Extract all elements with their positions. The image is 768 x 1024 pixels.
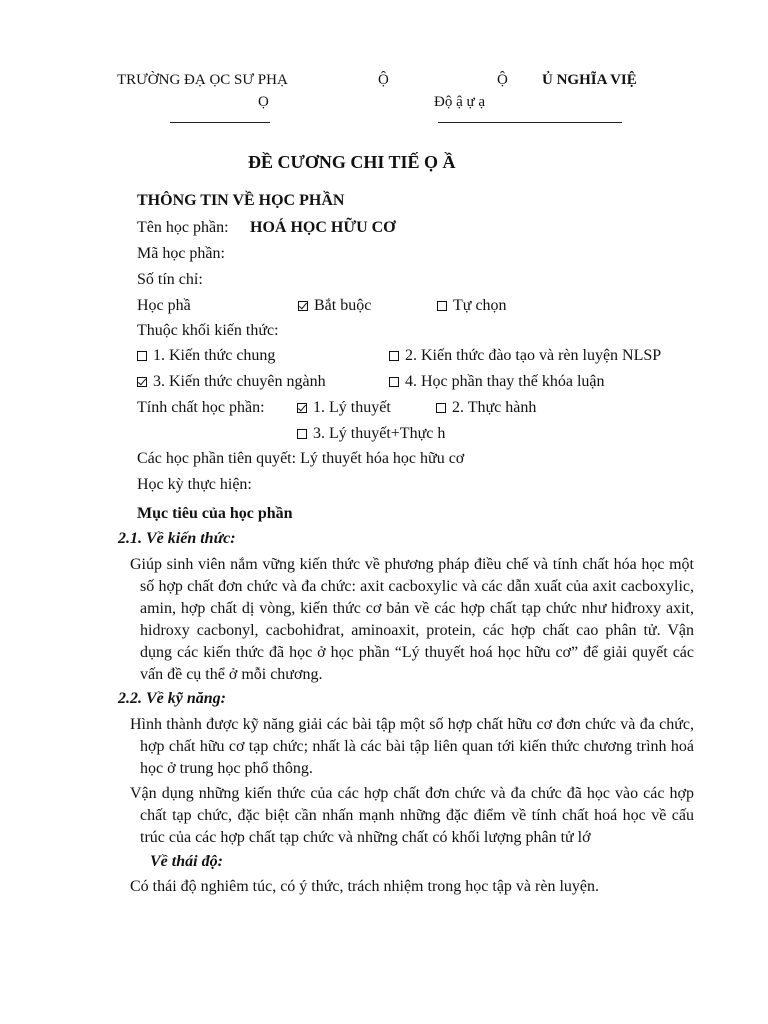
knowledge-option-2 [389,347,661,365]
option-required-label: Bắt buộc [314,297,372,314]
nature-option-1 [297,399,391,417]
knowledge-option-3 [137,373,326,391]
prerequisites: Các học phần tiên quyết: Lý thuyết hóa học hữu cơ [137,450,465,467]
course-name-label: Tên học phần: [137,219,229,236]
section-heading-objectives: Mục tiêu của học phần [137,505,293,522]
course-type-label: Học phầ [137,297,191,314]
paragraph-knowledge-text: Giúp sinh viên nắm vững kiến thức về phương pháp điều chế và tính chất hóa học một số hợp chất đơn chức và đa chức: axit cacboxylic và các dẫn xuất của axit cacboxylic, amin, hợp chất dị vòng, kiến thức cơ bản về các hợp chất tạp chức như hiđroxy axit, hidroxy cacbonyl, cacbohiđrat, aminoaxit, protein, các hợp chất cao phân tử. Vận dụng các kiến thức đã học ở học phần “Lý thuyết hoá học hữu cơ” để giải quyết các vấn đề cụ thể ở mỗi chương. [130,556,694,683]
knowledge-option-3-label: 3. Kiến thức chuyên ngành [153,373,326,390]
subheading-knowledge: 2.1. Về kiến thức: [118,530,236,547]
header-motto: Độ ậ ự ạ [434,94,486,110]
nature-option-3-label: 3. Lý thuyết+Thực h [313,425,446,442]
paragraph-skills-1-text: Hình thành được kỹ năng giải các bài tập một số hợp chất hữu cơ đơn chức và đa chức, hợp chất hữu cơ tạp chức; nhất là các bài tập liên quan tới kiến thức chương trình hoá học ở trung học phổ thông. [130,716,694,777]
checked-box-icon [298,301,308,311]
course-nature-label: Tính chất học phần: [137,399,265,416]
subheading-attitude: Về thái độ: [150,853,223,870]
option-elective [437,297,507,315]
header-left-underline [170,122,270,123]
nature-option-3 [297,425,445,443]
nature-option-1-label: 1. Lý thuyết [313,399,391,416]
knowledge-option-2-label: 2. Kiến thức đào tạo và rèn luyện NLSP [405,347,662,364]
knowledge-option-1-label: 1. Kiến thức chung [153,347,276,364]
header-right-underline [438,122,622,123]
checked-box-icon [137,377,147,387]
document-title: ĐỀ CƯƠNG CHI TIẾ Ọ Ầ [248,152,456,172]
credits-label: Số tín chỉ: [137,271,203,288]
nature-option-2 [436,399,536,417]
unchecked-box-icon [389,351,399,361]
paragraph-skills-1 [130,714,694,780]
knowledge-option-1 [137,347,275,365]
option-required [298,297,371,315]
header-mid-2: Ộ [497,72,508,88]
unchecked-box-icon [436,403,446,413]
paragraph-attitude: Có thái độ nghiêm túc, có ý thức, trách nhiệm trong học tập và rèn luyện. [130,878,599,895]
header-mid-1: Ộ [378,72,389,88]
subheading-skills: 2.2. Về kỹ năng: [118,690,226,707]
nature-option-2-label: 2. Thực hành [452,399,537,416]
unchecked-box-icon [437,301,447,311]
paragraph-skills-2 [130,783,694,849]
knowledge-block-label: Thuộc khối kiến thức: [137,322,279,339]
header-country-name: Ủ NGHĨA VIỆ [542,72,637,88]
course-name-value: HOÁ HỌC HỮU CƠ [250,219,396,236]
knowledge-option-4 [389,373,605,391]
section-heading-course-info: THÔNG TIN VỀ HỌC PHẦN [137,192,345,209]
header-left-line2: Ọ [258,94,269,110]
course-code-label: Mã học phần: [137,245,225,262]
unchecked-box-icon [137,351,147,361]
semester-label: Học kỳ thực hiện: [137,476,252,493]
unchecked-box-icon [389,377,399,387]
knowledge-option-4-label: 4. Học phần thay thế khóa luận [405,373,605,390]
unchecked-box-icon [297,429,307,439]
checked-box-icon [297,403,307,413]
paragraph-knowledge [130,554,694,686]
paragraph-skills-2-text: Vận dụng những kiến thức của các hợp chất đơn chức và đa chức đã học vào các hợp chất tạp chức, đặc biệt cần nhấn mạnh những đặc điểm về tính chất hoá học về cấu trúc của các hợp chất tạp chức và những chất có khối lượng phân tử lớ [130,785,694,846]
option-elective-label: Tự chọn [453,297,507,314]
header-school-name: TRƯỜNG ĐẠ ỌC SƯ PHẠ [117,72,288,88]
